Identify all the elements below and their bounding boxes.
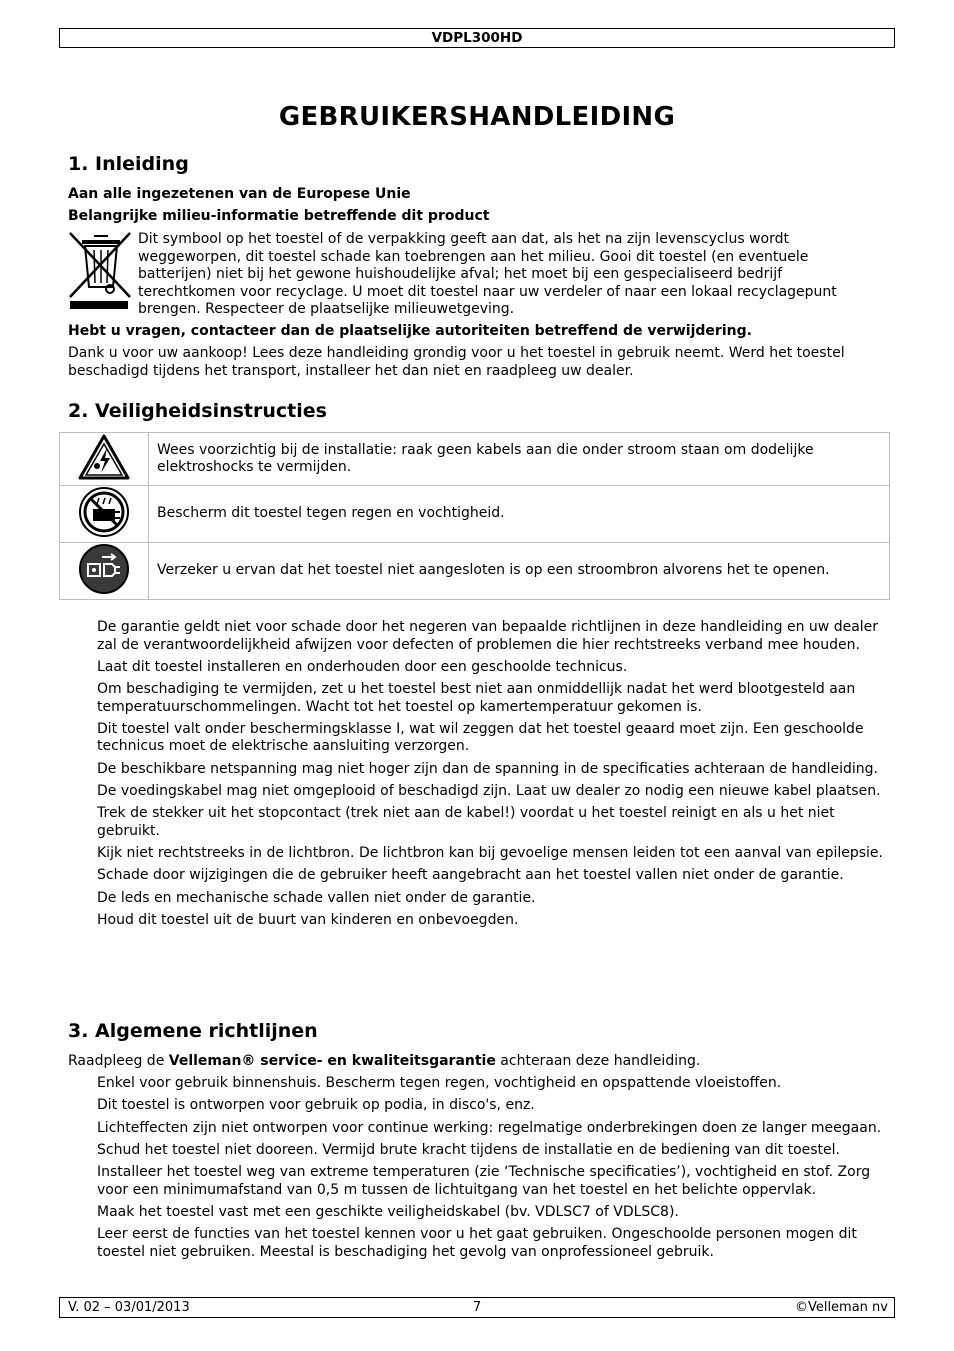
environment-info-subheading: Belangrijke milieu-informatie betreffende dit product [68,208,490,224]
page-number: 7 [472,1300,482,1315]
list-item: De leds en mechanische schade vallen niet onder de garantie. [97,889,536,906]
safety-row [60,486,890,543]
list-item: Houd dit toestel uit de buurt van kinderen en onbevoegden. [97,911,519,928]
list-item: De voedingskabel mag niet omgeplooid of beschadigd zijn. Laat uw dealer zo nodig een nieuwe kabel plaatsen. [97,782,881,799]
eu-residents-subheading: Aan alle ingezetenen van de Europese Unie [68,186,411,202]
safety-icon-cell [60,543,149,600]
version-date: V. 02 – 03/01/2013 [68,1300,190,1315]
thank-you-paragraph: Dank u voor uw aankoop! Lees deze handleiding grondig voor u het toestel in gebruik neemt. Werd het toestel beschadigd tijdens het transport, installeer het dan niet en raadpleeg uw dealer. [68,345,845,379]
safety-bullet-list [97,619,887,934]
safety-table [59,432,890,600]
contact-authorities-note: Hebt u vragen, contacteer dan de plaatselijke autoriteiten betreffend de verwijdering. [68,323,752,339]
page-footer [59,1297,895,1318]
list-item: Enkel voor gebruik binnenshuis. Bescherm tegen regen, vochtigheid en opspattende vloeistoffen. [97,1075,782,1091]
no-rain-moisture-icon [78,486,130,538]
weee-crossed-bin-icon [68,231,134,311]
weee-description: Dit symbool op het toestel of de verpakking geeft aan dat, als het na zijn levenscyclus wordt weggeworpen, dit toestel schade kan toebrengen aan het milieu. Gooi dit toestel (en eventuele batterijen) niet bij het gewone huishoudelijke afval; het moet bij een gespecialiseerd bedrijf terechtkomen voor recyclage. U moet dit toestel naar uw verdeler of naar een lokaal recyclagepunt brengen. Respecteer de plaatselijke milieuwetgeving. [138,231,837,317]
list-item: Dit toestel valt onder beschermingsklasse I, wat wil zeggen dat het toestel geaard moet zijn. Een geschoolde technicus moet de elektrische aansluiting verzorgen. [97,720,864,755]
safety-text: Bescherm dit toestel tegen regen en vochtigheid. [149,486,890,543]
section-3-heading: 3. Algemene richtlijnen [68,1020,318,1042]
list-item: Maak het toestel vast met een geschikte veiligheidskabel (bv. VDLSC7 of VDLSC8). [97,1203,679,1220]
list-item: Schud het toestel niet dooreen. Vermijd brute kracht tijdens de installatie en de bediening van dit toestel. [97,1141,840,1158]
page-header [59,28,895,48]
list-item: Dit toestel is ontworpen voor gebruik op podia, in disco's, enz. [97,1097,535,1114]
safety-icon-cell [60,433,149,486]
model-name: VDPL300HD [431,30,523,46]
safety-row [60,543,890,600]
warranty-reference-bold: Velleman® service- en kwaliteitsgarantie [168,1053,496,1069]
warranty-reference-pre: Raadpleeg de [68,1053,169,1069]
section-2-heading: 2. Veiligheidsinstructies [68,400,327,422]
safety-text: Verzeker u ervan dat het toestel niet aangesloten is op een stroombron alvorens het te openen. [149,543,890,600]
list-item: Kijk niet rechtstreeks in de lichtbron. De lichtbron kan bij gevoelige mensen leiden tot een aanval van epilepsie. [97,845,883,862]
warranty-reference [68,1053,700,1071]
list-item: Installeer het toestel weg van extreme temperaturen (zie ‘Technische specificaties’), vochtigheid en stof. Zorg voor een minimumafstand van 0,5 m tussen de lichtuitgang van het toestel en het belichte oppervlak. [97,1164,871,1198]
copyright: ©Velleman nv [794,1300,888,1315]
safety-text: Wees voorzichtig bij de installatie: raak geen kabels aan die onder stroom staan om dodelijke elektroshocks te vermijden. [149,433,890,486]
unplug-before-opening-icon [78,543,130,595]
list-item: Trek de stekker uit het stopcontact (trek niet aan de kabel!) voordat u het toestel reinigt en als u het niet gebruikt. [97,805,835,839]
list-item: Lichteffecten zijn niet ontworpen voor continue werking: regelmatige onderbrekingen doen ze langer meegaan. [97,1119,882,1136]
document-title: GEBRUIKERSHANDLEIDING [278,102,676,132]
warranty-reference-post: achteraan deze handleiding. [495,1053,701,1069]
list-item: De beschikbare netspanning mag niet hoger zijn dan de spanning in de specificaties achteraan de handleiding. [97,760,878,777]
safety-row [60,433,890,486]
list-item: Om beschadiging te vermijden, zet u het toestel best niet aan onmiddellijk nadat het werd blootgesteld aan temperatuurschommelingen. Wacht tot het toestel op kamertemperatuur gekomen is. [97,681,856,715]
general-guidelines-list [97,1075,887,1266]
list-item: Leer eerst de functies van het toestel kennen voor u het gaat gebruiken. Ongeschoolde personen mogen dit toestel niet gebruiken. Meestal is beschadiging het gevolg van onprofessioneel gebruik. [97,1226,857,1260]
section-1-heading: 1. Inleiding [68,153,189,175]
safety-icon-cell [60,486,149,543]
list-item: De garantie geldt niet voor schade door het negeren van bepaalde richtlijnen in deze handleiding en uw dealer zal de verantwoordelijkheid afwijzen voor defecten of problemen die hier rechtstreeks verband mee houden. [97,619,879,653]
electric-shock-warning-icon [78,433,130,481]
list-item: Laat dit toestel installeren en onderhouden door een geschoolde technicus. [97,658,628,675]
list-item: Schade door wijzigingen die de gebruiker heeft aangebracht aan het toestel vallen niet onder de garantie. [97,867,844,884]
